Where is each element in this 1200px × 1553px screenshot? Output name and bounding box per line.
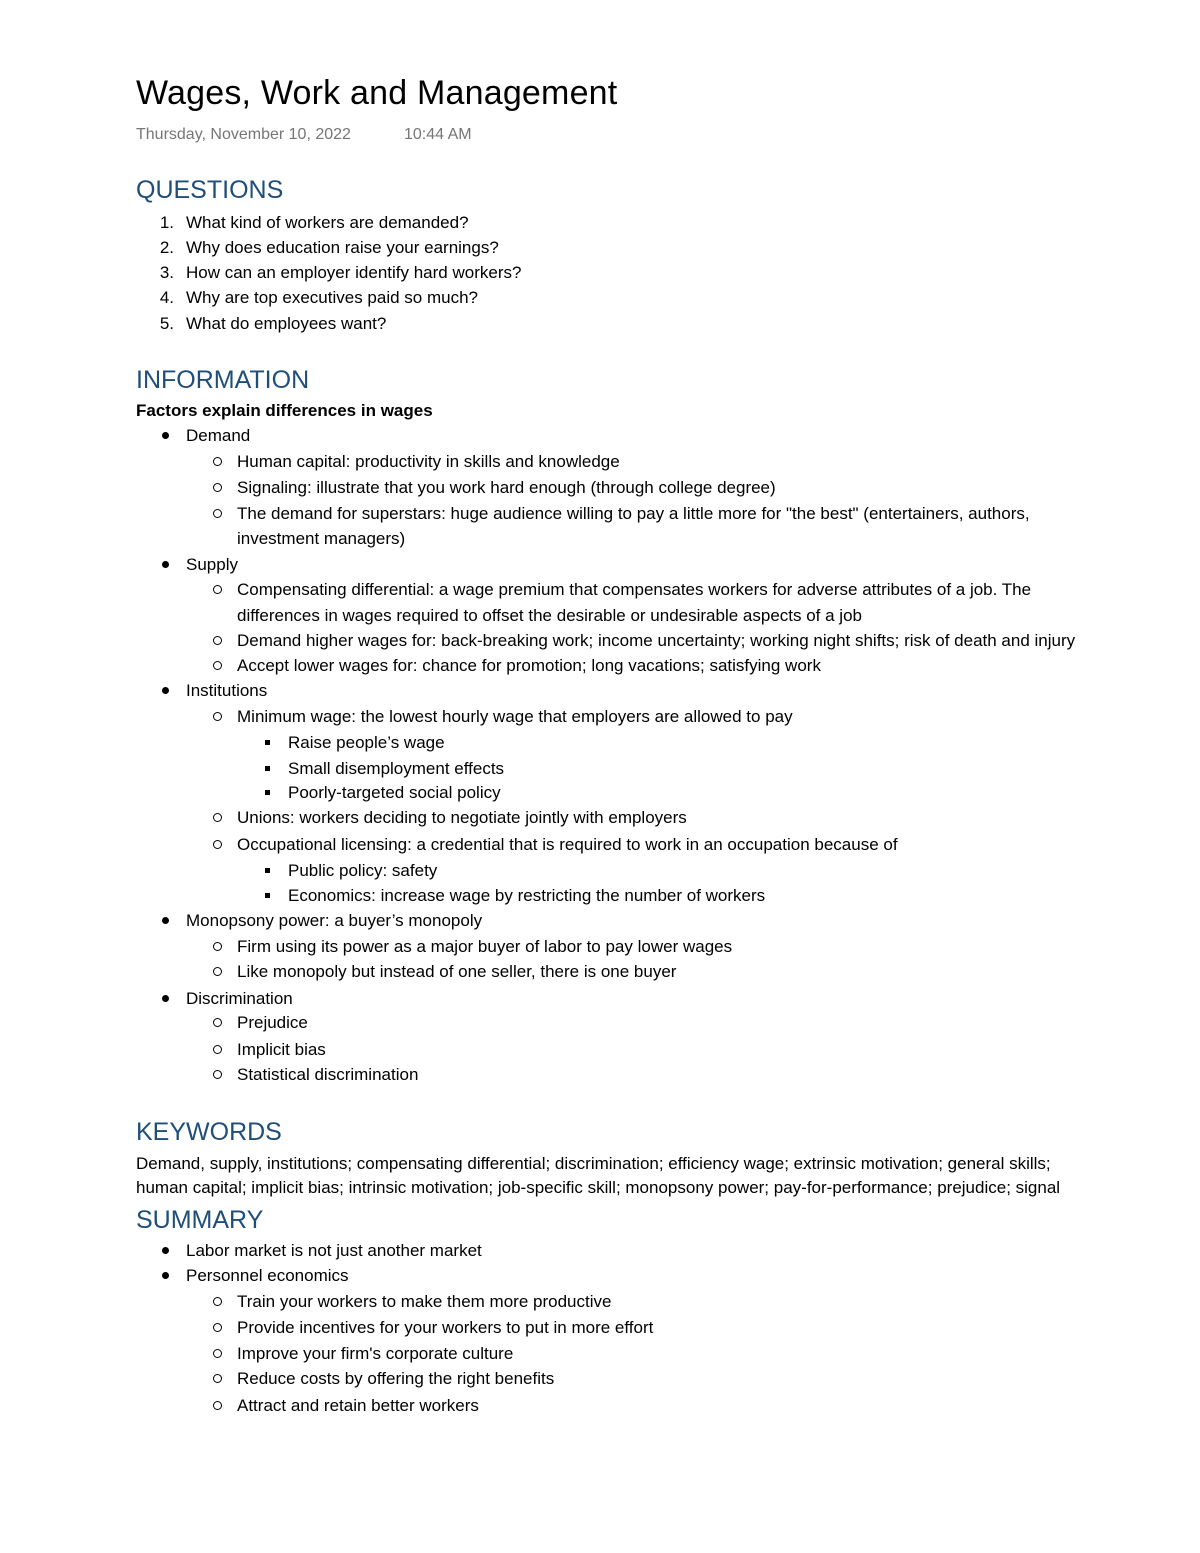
square-bullet-icon <box>265 740 270 745</box>
list-number: 3. <box>159 263 174 282</box>
sub-bullet-item: Prejudice <box>136 1010 308 1035</box>
summary-heading: SUMMARY <box>136 1206 264 1234</box>
circle-bullet-icon <box>213 1323 222 1332</box>
square-bullet-icon <box>265 893 270 898</box>
sub-bullet-item: Improve your firm's corporate culture <box>136 1341 513 1366</box>
circle-bullet-icon <box>213 1297 222 1306</box>
sub-bullet-item: The demand for superstars: huge audience willing to pay a little more for "the best" (entertainers, authors, <box>136 501 1030 526</box>
sub-bullet-item: Train your workers to make them more productive <box>136 1289 611 1314</box>
square-bullet-icon <box>265 868 270 873</box>
sub-sub-bullet-item: Raise people’s wage <box>136 730 445 755</box>
note-date: Thursday, November 10, 2022 <box>136 126 351 143</box>
question-item: 1. What kind of workers are demanded? <box>136 210 469 235</box>
sub-sub-bullet-item: Poorly-targeted social policy <box>136 780 501 805</box>
circle-bullet-icon <box>213 1401 222 1410</box>
bullet-item: Personnel economics <box>136 1263 349 1288</box>
bullet-item-monopsony: Monopsony power: a buyer’s monopoly <box>136 908 482 933</box>
sub-bullet-item: Accept lower wages for: chance for promotion; long vacations; satisfying work <box>136 653 821 678</box>
circle-bullet-icon <box>213 636 222 645</box>
bullet-item: Labor market is not just another market <box>136 1238 482 1263</box>
keywords-line: Demand, supply, institutions; compensating differential; discrimination; efficiency wage; extrinsic motivation; general skills; <box>136 1154 1051 1173</box>
bullet-icon <box>162 917 169 924</box>
list-number: 1. <box>159 213 174 232</box>
information-heading: INFORMATION <box>136 366 310 394</box>
sub-bullet-item: Signaling: illustrate that you work hard enough (through college degree) <box>136 475 776 500</box>
keywords-line: human capital; implicit bias; intrinsic motivation; job-specific skill; monopsony power; pay-for-performance; prejudice; signal <box>136 1178 1061 1197</box>
bullet-icon <box>162 995 169 1002</box>
sub-bullet-item: Demand higher wages for: back-breaking work; income uncertainty; working night shifts; risk of death and injury <box>136 628 1075 653</box>
bullet-item-discrimination: Discrimination <box>136 986 293 1011</box>
bullet-item-supply: Supply <box>136 552 238 577</box>
sub-sub-bullet-item: Economics: increase wage by restricting the number of workers <box>136 883 765 908</box>
square-bullet-icon <box>265 790 270 795</box>
note-page <box>136 0 1200 1553</box>
bullet-item-institutions: Institutions <box>136 678 267 703</box>
sub-sub-bullet-item: Public policy: safety <box>136 858 437 883</box>
questions-heading: QUESTIONS <box>136 176 284 204</box>
sub-bullet-item: Attract and retain better workers <box>136 1393 479 1418</box>
bullet-icon <box>162 687 169 694</box>
bullet-icon <box>162 432 169 439</box>
sub-bullet-item: Like monopoly but instead of one seller, there is one buyer <box>136 959 676 984</box>
question-item: 5. What do employees want? <box>136 311 386 336</box>
circle-bullet-icon <box>213 1018 222 1027</box>
circle-bullet-icon <box>213 457 222 466</box>
circle-bullet-icon <box>213 840 222 849</box>
question-item: 2. Why does education raise your earnings? <box>136 235 499 260</box>
page-title: Wages, Work and Management <box>136 74 618 112</box>
sub-sub-bullet-item: Small disemployment effects <box>136 756 504 781</box>
circle-bullet-icon <box>213 585 222 594</box>
sub-bullet-continuation: differences in wages required to offset the desirable or undesirable aspects of a job <box>237 606 862 625</box>
question-item: 4. Why are top executives paid so much? <box>136 285 478 310</box>
list-number: 2. <box>159 238 174 257</box>
circle-bullet-icon <box>213 509 222 518</box>
sub-bullet-item: Compensating differential: a wage premium that compensates workers for adverse attributes of a job. The <box>136 577 1031 602</box>
circle-bullet-icon <box>213 942 222 951</box>
keywords-heading: KEYWORDS <box>136 1118 282 1146</box>
list-number: 5. <box>159 314 174 333</box>
sub-bullet-item: Human capital: productivity in skills and knowledge <box>136 449 620 474</box>
sub-bullet-item: Firm using its power as a major buyer of labor to pay lower wages <box>136 934 732 959</box>
circle-bullet-icon <box>213 483 222 492</box>
bullet-icon <box>162 1247 169 1254</box>
sub-bullet-item: Statistical discrimination <box>136 1062 418 1087</box>
sub-bullet-item: Unions: workers deciding to negotiate jointly with employers <box>136 805 687 830</box>
square-bullet-icon <box>265 766 270 771</box>
circle-bullet-icon <box>213 967 222 976</box>
circle-bullet-icon <box>213 1349 222 1358</box>
question-item: 3. How can an employer identify hard workers? <box>136 260 521 285</box>
sub-bullet-continuation: investment managers) <box>237 529 406 548</box>
circle-bullet-icon <box>213 1374 222 1383</box>
bullet-icon <box>162 1272 169 1279</box>
bullet-item-demand: Demand <box>136 423 250 448</box>
circle-bullet-icon <box>213 661 222 670</box>
bullet-icon <box>162 561 169 568</box>
circle-bullet-icon <box>213 1045 222 1054</box>
sub-bullet-item: Reduce costs by offering the right benefits <box>136 1366 554 1391</box>
sub-bullet-item: Occupational licensing: a credential that is required to work in an occupation because of <box>136 832 898 857</box>
sub-bullet-item: Minimum wage: the lowest hourly wage that employers are allowed to pay <box>136 704 793 729</box>
list-number: 4. <box>159 288 174 307</box>
circle-bullet-icon <box>213 712 222 721</box>
information-subheading: Factors explain differences in wages <box>136 401 433 420</box>
sub-bullet-item: Implicit bias <box>136 1037 326 1062</box>
note-time: 10:44 AM <box>404 126 472 143</box>
sub-bullet-item: Provide incentives for your workers to put in more effort <box>136 1315 653 1340</box>
circle-bullet-icon <box>213 813 222 822</box>
circle-bullet-icon <box>213 1070 222 1079</box>
